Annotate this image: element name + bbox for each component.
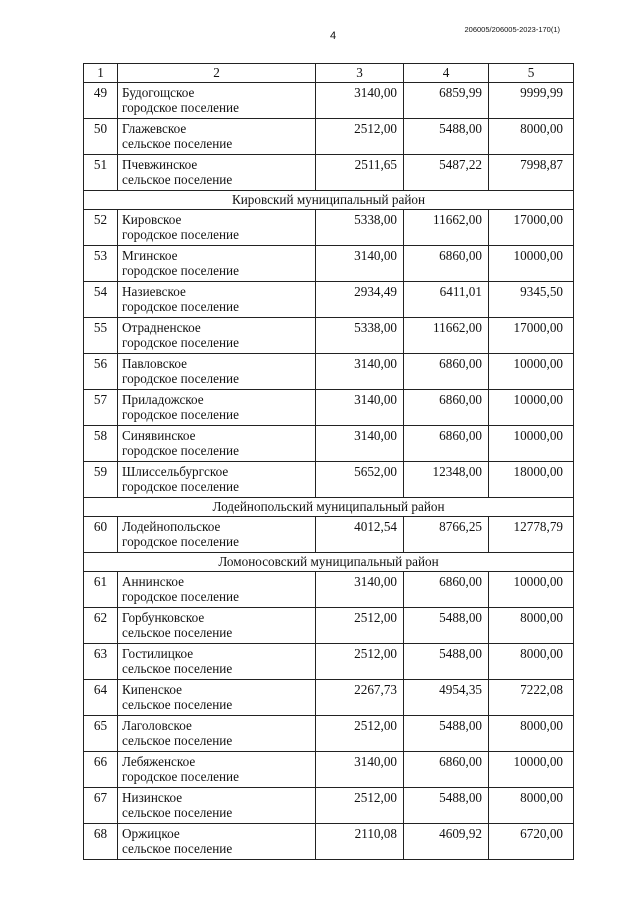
settlement-name-line1: Кипенское [122,682,183,697]
value-col-5: 7222,08 [489,680,574,716]
settlement-name-line1: Гостилицкое [122,646,194,661]
settlement-type: городское поселение [122,589,239,604]
settlement-name [118,246,316,282]
value-col-4: 5488,00 [404,608,489,644]
row-number: 64 [84,680,118,716]
settlement-type: сельское поселение [122,733,233,748]
table-row [84,716,574,752]
settlement-name [118,716,316,752]
row-number: 61 [84,572,118,608]
value-col-3: 2511,65 [316,155,404,191]
value-col-3: 2934,49 [316,282,404,318]
settlement-type: городское поселение [122,407,239,422]
settlement-name [118,119,316,155]
municipal-table [83,63,574,860]
value-col-4: 6860,00 [404,390,489,426]
section-title: Ломоносовский муниципальный район [84,553,574,572]
table-row [84,246,574,282]
settlement-type: сельское поселение [122,661,233,676]
page-number: 4 [329,30,337,42]
settlement-type: городское поселение [122,769,239,784]
settlement-name-line1: Будогощское [122,85,195,100]
settlement-name-line1: Оржицкое [122,826,180,841]
table-row [84,119,574,155]
value-col-5: 10000,00 [489,354,574,390]
settlement-name-line1: Шлиссельбургское [122,464,229,479]
value-col-3: 4012,54 [316,517,404,553]
value-col-4: 6860,00 [404,572,489,608]
table-row [84,390,574,426]
settlement-type: сельское поселение [122,697,233,712]
settlement-name [118,390,316,426]
document-id: 206005/206005-2023-170(1) [464,25,560,34]
value-col-5: 10000,00 [489,752,574,788]
row-number: 52 [84,210,118,246]
table-row [84,354,574,390]
value-col-5: 8000,00 [489,644,574,680]
row-number: 62 [84,608,118,644]
settlement-name-line1: Назиевское [122,284,186,299]
value-col-4: 8766,25 [404,517,489,553]
settlement-name-line1: Отрадненское [122,320,201,335]
row-number: 49 [84,83,118,119]
settlement-type: городское поселение [122,299,239,314]
value-col-5: 9345,50 [489,282,574,318]
settlement-type: городское поселение [122,534,239,549]
value-col-5: 8000,00 [489,788,574,824]
settlement-name-line1: Пчевжинское [122,157,198,172]
row-number: 59 [84,462,118,498]
value-col-3: 5652,00 [316,462,404,498]
settlement-name-line1: Лодейнопольское [122,519,221,534]
value-col-3: 3140,00 [316,390,404,426]
value-col-5: 8000,00 [489,716,574,752]
value-col-5: 9999,99 [489,83,574,119]
table-body [84,64,574,860]
table-row [84,282,574,318]
settlement-name [118,210,316,246]
settlement-name-line1: Лебяженское [122,754,196,769]
value-col-3: 2512,00 [316,119,404,155]
value-col-4: 5488,00 [404,644,489,680]
settlement-name [118,462,316,498]
value-col-4: 12348,00 [404,462,489,498]
value-col-4: 5488,00 [404,119,489,155]
settlement-name [118,824,316,860]
row-number: 50 [84,119,118,155]
value-col-3: 3140,00 [316,83,404,119]
settlement-name-line1: Аннинское [122,574,184,589]
row-number: 63 [84,644,118,680]
row-number: 67 [84,788,118,824]
value-col-3: 3140,00 [316,752,404,788]
value-col-3: 3140,00 [316,246,404,282]
row-number: 68 [84,824,118,860]
section-header-row [84,191,574,210]
settlement-name-line1: Приладожское [122,392,204,407]
table-row [84,788,574,824]
row-number: 51 [84,155,118,191]
settlement-name [118,282,316,318]
value-col-3: 2110,08 [316,824,404,860]
table-row [84,680,574,716]
value-col-5: 8000,00 [489,608,574,644]
settlement-name [118,354,316,390]
value-col-5: 17000,00 [489,210,574,246]
table-row [84,644,574,680]
value-col-5: 12778,79 [489,517,574,553]
column-header: 1 [84,64,118,83]
settlement-name-line1: Кировское [122,212,182,227]
value-col-4: 5488,00 [404,716,489,752]
row-number: 60 [84,517,118,553]
row-number: 66 [84,752,118,788]
value-col-4: 4954,35 [404,680,489,716]
value-col-3: 3140,00 [316,572,404,608]
table-row [84,608,574,644]
value-col-5: 10000,00 [489,390,574,426]
settlement-type: городское поселение [122,371,239,386]
value-col-5: 6720,00 [489,824,574,860]
settlement-type: сельское поселение [122,172,233,187]
value-col-4: 11662,00 [404,210,489,246]
value-col-4: 4609,92 [404,824,489,860]
value-col-3: 5338,00 [316,210,404,246]
table-row [84,210,574,246]
row-number: 65 [84,716,118,752]
settlement-type: городское поселение [122,335,239,350]
row-number: 56 [84,354,118,390]
table-row [84,824,574,860]
value-col-4: 5488,00 [404,788,489,824]
table-row [84,318,574,354]
value-col-4: 6860,00 [404,246,489,282]
value-col-4: 6860,00 [404,752,489,788]
value-col-3: 5338,00 [316,318,404,354]
settlement-type: городское поселение [122,263,239,278]
settlement-type: городское поселение [122,443,239,458]
settlement-name [118,517,316,553]
settlement-name-line1: Горбунковское [122,610,205,625]
settlement-type: городское поселение [122,100,239,115]
value-col-5: 10000,00 [489,426,574,462]
settlement-name-line1: Павловское [122,356,187,371]
column-header: 2 [118,64,316,83]
value-col-3: 2512,00 [316,788,404,824]
value-col-4: 11662,00 [404,318,489,354]
row-number: 58 [84,426,118,462]
settlement-name [118,608,316,644]
table-row [84,462,574,498]
settlement-type: городское поселение [122,227,239,242]
settlement-type: городское поселение [122,479,239,494]
table-row [84,517,574,553]
value-col-3: 2267,73 [316,680,404,716]
column-header: 3 [316,64,404,83]
value-col-4: 6411,01 [404,282,489,318]
settlement-name [118,572,316,608]
column-header: 4 [404,64,489,83]
section-header-row [84,498,574,517]
value-col-5: 18000,00 [489,462,574,498]
settlement-type: сельское поселение [122,136,233,151]
section-title: Кировский муниципальный район [84,191,574,210]
value-col-5: 8000,00 [489,119,574,155]
settlement-name [118,644,316,680]
value-col-4: 6859,99 [404,83,489,119]
value-col-4: 6860,00 [404,426,489,462]
row-number: 53 [84,246,118,282]
settlement-name-line1: Глажевское [122,121,187,136]
table-row [84,426,574,462]
value-col-3: 3140,00 [316,426,404,462]
value-col-3: 2512,00 [316,644,404,680]
section-header-row [84,553,574,572]
value-col-3: 2512,00 [316,716,404,752]
settlement-name [118,752,316,788]
value-col-5: 7998,87 [489,155,574,191]
value-col-3: 3140,00 [316,354,404,390]
row-number: 55 [84,318,118,354]
row-number: 57 [84,390,118,426]
value-col-3: 2512,00 [316,608,404,644]
settlement-name-line1: Синявинское [122,428,196,443]
settlement-name [118,83,316,119]
settlement-name [118,788,316,824]
table-row [84,572,574,608]
settlement-name-line1: Мгинское [122,248,178,263]
settlement-name-line1: Лаголовское [122,718,192,733]
value-col-4: 6860,00 [404,354,489,390]
settlement-type: сельское поселение [122,805,233,820]
settlement-name [118,155,316,191]
table-row [84,155,574,191]
settlement-type: сельское поселение [122,841,233,856]
settlement-name [118,680,316,716]
settlement-name-line1: Низинское [122,790,183,805]
value-col-4: 5487,22 [404,155,489,191]
settlement-type: сельское поселение [122,625,233,640]
table-row [84,83,574,119]
value-col-5: 10000,00 [489,246,574,282]
column-header-row [84,64,574,83]
settlement-name [118,318,316,354]
settlement-name [118,426,316,462]
value-col-5: 10000,00 [489,572,574,608]
section-title: Лодейнопольский муниципальный район [84,498,574,517]
value-col-5: 17000,00 [489,318,574,354]
row-number: 54 [84,282,118,318]
column-header: 5 [489,64,574,83]
table-row [84,752,574,788]
